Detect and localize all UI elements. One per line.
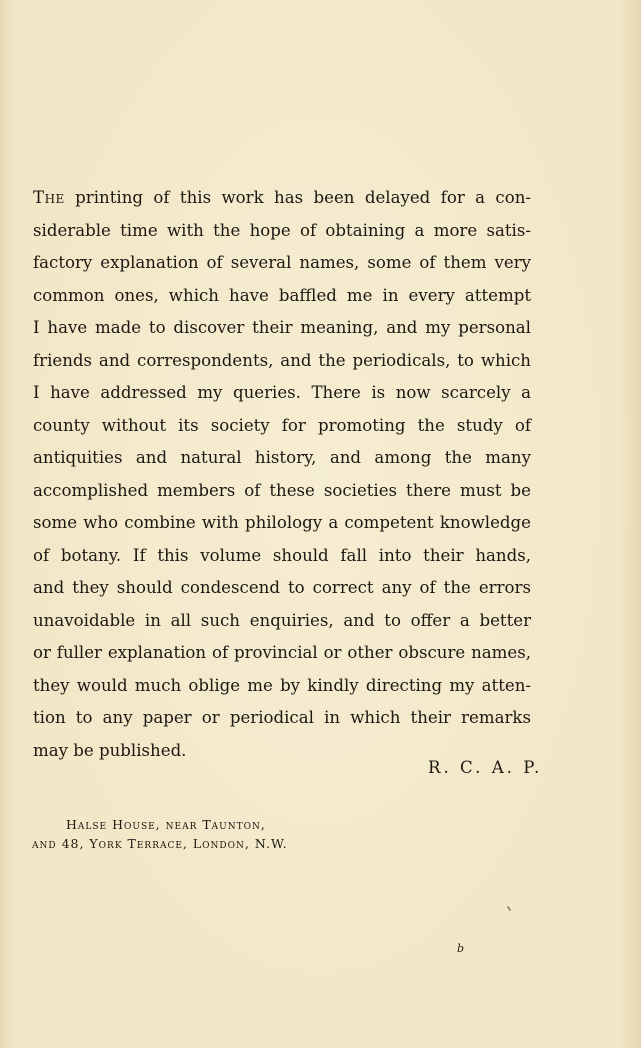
- signature-mark: b: [457, 942, 465, 955]
- text-line: of botany. If this volume should fall into their hands,: [33, 545, 531, 565]
- text-line: factory explanation of several names, some of them very: [33, 253, 531, 272]
- author-address: [32, 815, 288, 853]
- author-initials: R. C. A. P.: [428, 758, 543, 777]
- address-line-2: and 48, York Terrace, London, N.W.: [32, 836, 288, 851]
- text-line: they would much oblige me by kindly directing my atten-: [33, 675, 531, 695]
- ink-speck: [507, 906, 512, 911]
- text-line: county without its society for promoting the study of: [33, 415, 531, 435]
- preface-text: [33, 182, 531, 767]
- text-line: accomplished members of these societies there must be: [33, 480, 531, 500]
- line-text: printing of this work has been delayed for a con-: [64, 188, 531, 207]
- text-line: friends and correspondents, and the periodicals, to which: [33, 350, 531, 370]
- text-line: antiquities and natural history, and among the many: [33, 448, 531, 467]
- text-line: may be published.: [33, 740, 187, 760]
- text-line: some who combine with philology a competent knowledge: [33, 513, 531, 532]
- text-line: tion to any paper or periodical in which their remarks: [33, 708, 531, 727]
- text-line: I have made to discover their meaning, and my personal: [33, 318, 531, 337]
- opening-word: The: [33, 188, 65, 207]
- text-line: I have addressed my queries. There is now scarcely a: [33, 383, 531, 402]
- text-line: [33, 182, 531, 215]
- text-line: unavoidable in all such enquiries, and to offer a better: [33, 610, 531, 630]
- text-line: and they should condescend to correct any of the errors: [33, 578, 531, 597]
- text-line: siderable time with the hope of obtaining a more satis-: [33, 220, 531, 240]
- text-line: common ones, which have baffled me in every attempt: [33, 285, 531, 305]
- address-line-1: Halse House, near Taunton,: [66, 817, 266, 832]
- text-line: or fuller explanation of provincial or other obscure names,: [33, 643, 531, 662]
